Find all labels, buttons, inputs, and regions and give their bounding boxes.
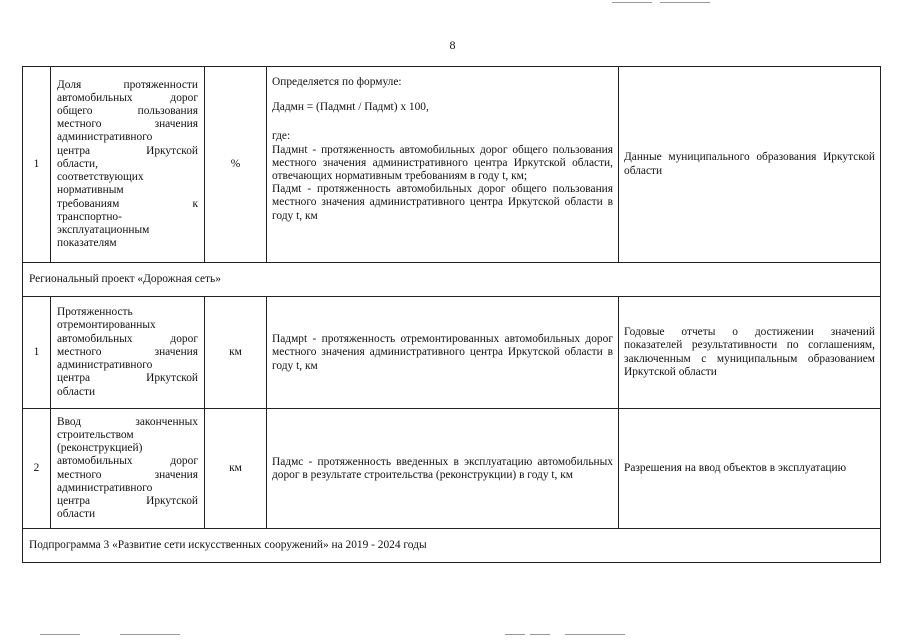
- calculation-method: Падмс - протяженность введенных в эксплуатацию автомобильных дорог в результате строительства (реконструкции) в году t, км: [267, 409, 619, 529]
- indicator-name: [51, 297, 205, 409]
- indicator-name: [51, 409, 205, 529]
- indicator-name-line: строительством: [57, 428, 134, 441]
- table-row: [23, 297, 881, 409]
- indicator-name-line: Доля протяженности: [57, 78, 198, 91]
- section-title: Региональный проект «Дорожная сеть»: [23, 263, 881, 297]
- indicator-name-line: нормативным: [57, 184, 124, 197]
- indicator-name: [51, 67, 205, 263]
- indicator-name-line: показателям: [57, 237, 117, 250]
- method-where: где:: [272, 130, 291, 143]
- indicators-table: [22, 66, 881, 563]
- indicator-name-line: области: [57, 385, 96, 398]
- indicator-name-line: центра Иркутской: [57, 372, 198, 385]
- data-source: Данные муниципального образования Иркутской области: [619, 67, 881, 263]
- indicator-name-line: административного: [57, 481, 153, 494]
- indicator-name-line: центра Иркутской: [57, 144, 198, 157]
- indicator-name-line: Протяженность: [57, 306, 133, 319]
- indicator-name-line: административного: [57, 131, 153, 144]
- method-definition: Падмt - протяженность автомобильных дорог общего пользования местного значения административного центра Иркутской области в году t, км: [272, 183, 613, 222]
- table-row: [23, 67, 881, 263]
- indicator-name-line: соответствующих: [57, 171, 144, 184]
- row-number: 1: [23, 297, 51, 409]
- indicator-name-line: области: [57, 508, 96, 521]
- indicator-name-line: местного значения: [57, 468, 198, 481]
- page-number: 8: [449, 38, 456, 52]
- method-definition: Падмнt - протяженность автомобильных дорог общего пользования местного значения административного центра Иркутской области, отвечающих нормативным требованиям в году t, км;: [272, 143, 613, 183]
- indicator-name-line: административного: [57, 359, 153, 372]
- method-formula: Дадмн = (Падмнt / Падмt) х 100,: [272, 101, 429, 114]
- indicator-name-line: требованиям к: [57, 197, 198, 210]
- data-source: Разрешения на ввод объектов в эксплуатацию: [619, 409, 881, 529]
- table-row: [23, 409, 881, 529]
- calculation-method: Падмрt - протяженность отремонтированных автомобильных дорог местного значения административного центра Иркутской области в году t, км: [267, 297, 619, 409]
- unit: км: [205, 409, 267, 529]
- data-source: Годовые отчеты о достижении значений показателей результативности по соглашениям, заключенным с муниципальным образованием Иркутской области: [619, 297, 881, 409]
- indicator-name-line: транспортно-: [57, 210, 122, 223]
- indicator-name-line: местного значения: [57, 345, 198, 358]
- indicator-name-line: (реконструкцией): [57, 442, 143, 455]
- indicator-name-line: Ввод законченных: [57, 415, 198, 428]
- unit: %: [205, 67, 267, 263]
- indicator-name-line: автомобильных дорог: [57, 91, 198, 104]
- row-number: 2: [23, 409, 51, 529]
- section-row: [23, 529, 881, 563]
- calculation-method: [267, 67, 619, 263]
- indicator-name-line: местного значения: [57, 118, 198, 131]
- indicator-name-line: автомобильных дорог: [57, 455, 198, 468]
- indicator-name-line: центра Иркутской: [57, 494, 198, 507]
- section-row: [23, 263, 881, 297]
- section-title: Подпрограмма 3 «Развитие сети искусственных сооружений» на 2019 - 2024 годы: [23, 529, 881, 563]
- indicator-name-line: отремонтированных: [57, 319, 156, 332]
- method-intro: Определяется по формуле:: [272, 76, 402, 88]
- indicator-name-line: области,: [57, 157, 98, 170]
- unit: км: [205, 297, 267, 409]
- indicator-name-line: автомобильных дорог: [57, 332, 198, 345]
- indicator-name-line: общего пользования: [57, 105, 198, 118]
- row-number: 1: [23, 67, 51, 263]
- indicator-name-line: эксплуатационным: [57, 223, 150, 236]
